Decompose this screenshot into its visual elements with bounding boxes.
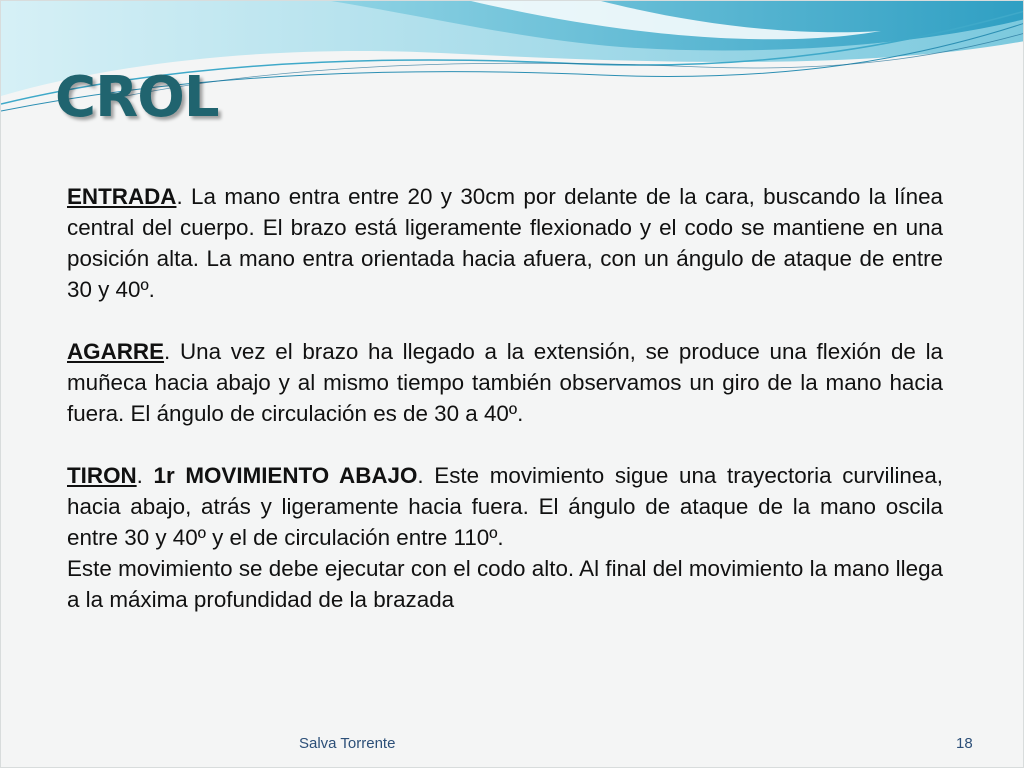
text-tiron: . Este movimiento sigue una trayectoria curvilinea, hacia abajo, atrás y ligeramente hacia fuera. El ángulo de ataque de la mano oscila entre 30 y 40º y el de circulación entre 110º. — [67, 463, 943, 550]
paragraph-gap — [67, 305, 943, 336]
paragraph-gap — [67, 429, 943, 460]
keyword-tiron: TIRON — [67, 463, 137, 488]
slide-title: CROL — [55, 65, 219, 130]
keyword-entrada: ENTRADA — [67, 184, 177, 209]
paragraph-entrada — [67, 181, 943, 305]
separator-tiron: . — [136, 463, 154, 488]
subkeyword-tiron: 1r MOVIMIENTO ABAJO — [153, 463, 418, 488]
paragraph-agarre — [67, 336, 943, 429]
text-final: Este movimiento se debe ejecutar con el codo alto. Al final del movimiento la mano llega a la máxima profundidad de la brazada — [67, 556, 943, 612]
keyword-agarre: AGARRE — [67, 339, 165, 364]
footer-page-number: 18 — [956, 735, 973, 752]
footer-author: Salva Torrente — [299, 735, 396, 752]
text-agarre: . Una vez el brazo ha llegado a la extensión, se produce una flexión de la muñeca hacia abajo y al mismo tiempo también observamos un giro de la mano hacia fuera. El ángulo de circulación es de 30 a 40º. — [67, 339, 943, 426]
slide-body — [67, 181, 943, 615]
paragraph-tiron — [67, 460, 943, 553]
text-entrada: . La mano entra entre 20 y 30cm por delante de la cara, buscando la línea central del cuerpo. El brazo está ligeramente flexionado y el codo se mantiene en una posición alta. La mano entra orientada hacia afuera, con un ángulo de ataque de entre 30 y 40º. — [67, 184, 943, 302]
paragraph-final — [67, 553, 943, 615]
